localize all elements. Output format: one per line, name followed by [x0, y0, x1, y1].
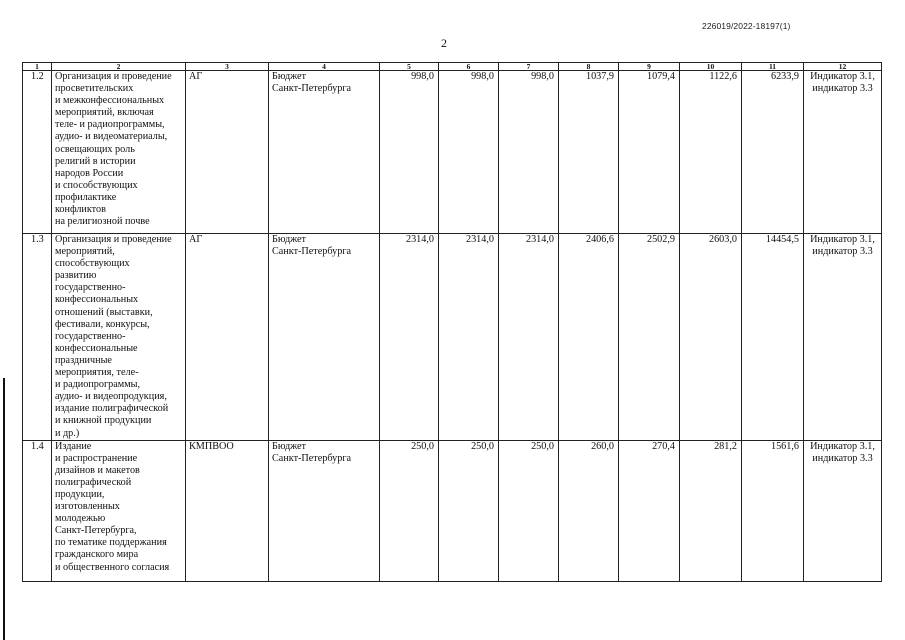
column-number: 7 — [499, 63, 559, 71]
executor: КМПВОО — [186, 440, 269, 581]
funding-value: 2314,0 — [439, 234, 499, 441]
executor: АГ — [186, 71, 269, 234]
table-row — [23, 440, 882, 581]
column-number: 11 — [742, 63, 804, 71]
column-number: 3 — [186, 63, 269, 71]
column-number: 5 — [380, 63, 439, 71]
funding-value: 2502,9 — [619, 234, 680, 441]
column-number: 2 — [52, 63, 186, 71]
funding-source: Бюджет Санкт-Петербурга — [269, 234, 380, 441]
funding-value: 260,0 — [559, 440, 619, 581]
funding-value: 1037,9 — [559, 71, 619, 234]
funding-value: 998,0 — [439, 71, 499, 234]
executor: АГ — [186, 234, 269, 441]
funding-total: 14454,5 — [742, 234, 804, 441]
row-number: 1.4 — [23, 440, 52, 581]
funding-value: 2314,0 — [380, 234, 439, 441]
funding-source: Бюджет Санкт-Петербурга — [269, 440, 380, 581]
column-number: 4 — [269, 63, 380, 71]
column-number: 10 — [680, 63, 742, 71]
funding-total: 1561,6 — [742, 440, 804, 581]
funding-value: 2406,6 — [559, 234, 619, 441]
indicators: Индикатор 3.1, индикатор 3.3 — [804, 71, 882, 234]
funding-value: 250,0 — [380, 440, 439, 581]
indicators: Индикатор 3.1, индикатор 3.3 — [804, 234, 882, 441]
funding-source: Бюджет Санкт-Петербурга — [269, 71, 380, 234]
activity-description: Издание и распространение дизайнов и макетов полиграфической продукции, изготовленных молодежью Санкт-Петербурга, по тематике поддержания гражданского мира и общественного согласия — [52, 440, 186, 581]
column-number: 8 — [559, 63, 619, 71]
document-id: 226019/2022-18197(1) — [702, 21, 791, 31]
column-number: 1 — [23, 63, 52, 71]
column-number: 12 — [804, 63, 882, 71]
column-number: 6 — [439, 63, 499, 71]
activity-description: Организация и проведение мероприятий, способствующих развитию государственно- конфессиональных отношений (выставки, фестивали, конкурсы, государственно- конфессиональные праздничные мероприятия, теле- и радиопрограммы, аудио- и видеопродукция, издание полиграфической и книжной продукции и др.) — [52, 234, 186, 441]
funding-total: 6233,9 — [742, 71, 804, 234]
funding-value: 2314,0 — [499, 234, 559, 441]
column-number: 9 — [619, 63, 680, 71]
page-number: 2 — [441, 36, 447, 50]
table-row — [23, 234, 882, 441]
funding-value: 250,0 — [499, 440, 559, 581]
program-activities-table — [22, 62, 882, 582]
funding-value: 998,0 — [380, 71, 439, 234]
indicators: Индикатор 3.1, индикатор 3.3 — [804, 440, 882, 581]
row-number: 1.2 — [23, 71, 52, 234]
funding-value: 998,0 — [499, 71, 559, 234]
funding-value: 270,4 — [619, 440, 680, 581]
funding-value: 2603,0 — [680, 234, 742, 441]
funding-value: 281,2 — [680, 440, 742, 581]
scan-edge-line — [3, 378, 5, 640]
activity-description: Организация и проведение просветительских и межконфессиональных мероприятий, включая теле- и радиопрограммы, аудио- и видеоматериалы, освещающих роль религий в истории народов России и способствующих профилактике конфликтов на религиозной почве — [52, 71, 186, 234]
column-number-row — [23, 63, 882, 71]
funding-value: 1122,6 — [680, 71, 742, 234]
row-number: 1.3 — [23, 234, 52, 441]
funding-value: 1079,4 — [619, 71, 680, 234]
table-row — [23, 71, 882, 234]
funding-value: 250,0 — [439, 440, 499, 581]
